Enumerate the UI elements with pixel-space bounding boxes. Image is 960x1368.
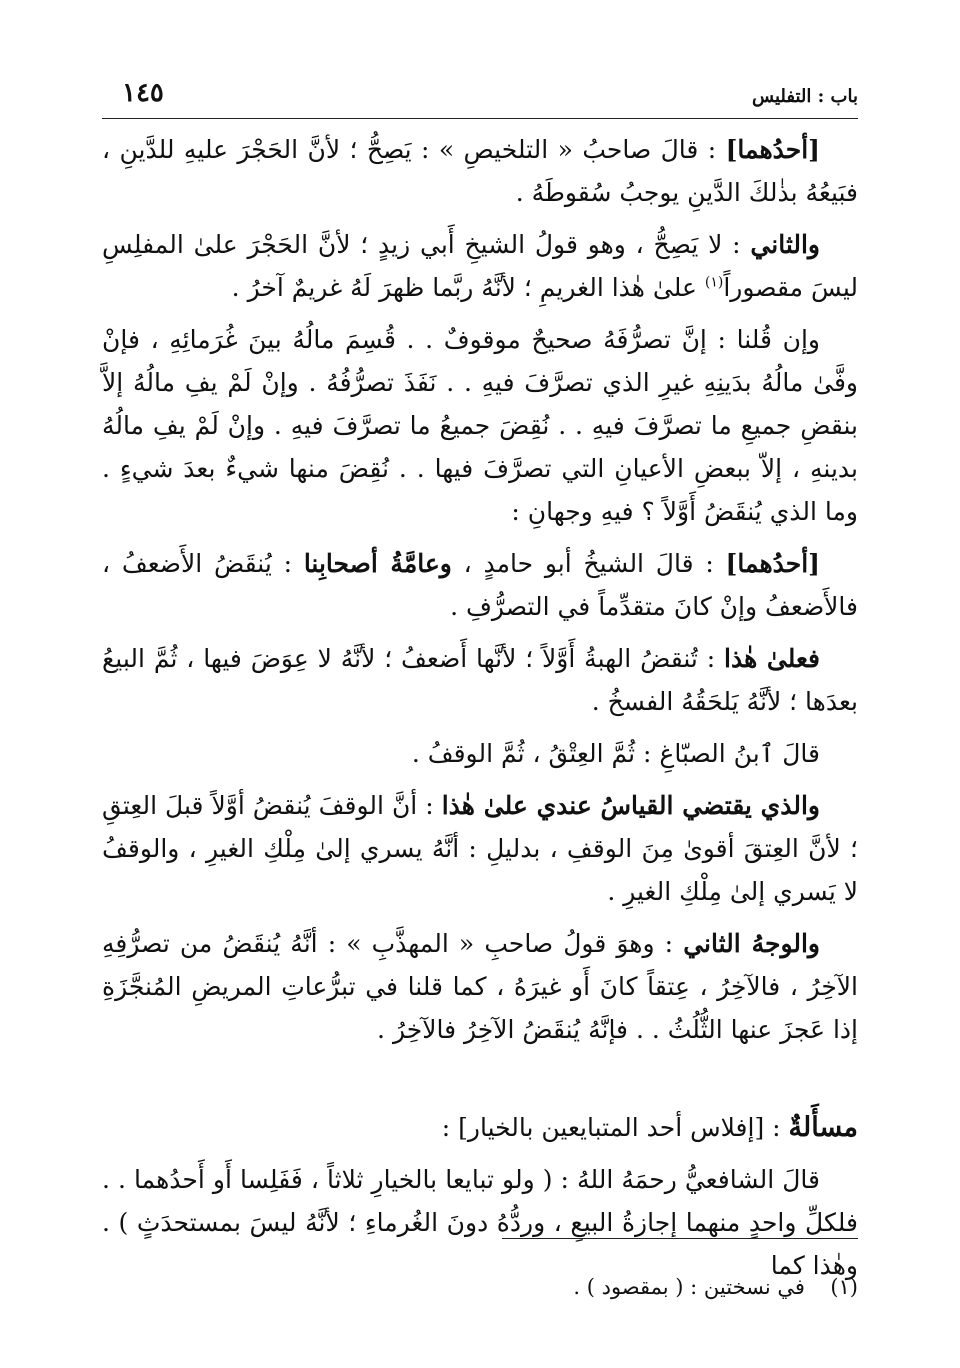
masala-title: : [إفلاس أحد المتبايعين بالخيار] :: [441, 1113, 789, 1142]
paragraph-text: : لا يَصِحُّ ، وهو قولُ الشيخِ أَبي زيدٍ ؛ لأنَّ الحَجْرَ علىٰ المفلِسِ ليسَ مقصوراً: [102, 230, 858, 302]
paragraph-lead: والوجهُ الثاني: [683, 929, 820, 958]
footnote-divider: [502, 1238, 858, 1239]
paragraph: [102, 223, 858, 309]
paragraph-text: : يُنقَضُ الأَضعفُ ، فالأَضعفُ وإنْ كانَ متقدِّماً في التصرُّفِ .: [102, 549, 858, 621]
paragraph: [102, 637, 858, 723]
paragraph-emphasis: وعامَّةُ أصحابِنا: [303, 549, 452, 578]
paragraph-text: : وهوَ قولُ صاحبِ « المهذَّبِ » : أنَّهُ يُنقَضُ من تصرُّفِهِ الآخِرُ ، فالآخِرُ ، عِتقاً كانَ أَو غيرَهُ ، كما قلنا في تبرُّعاتِ المريضِ المُنجَّزَةِ إذا عَجزَ عنها الثُّلُثُ . . فإنَّهُ يُنقَضُ الآخِرُ فالآخِرُ .: [102, 929, 858, 1044]
page-number: ١٤٥: [122, 78, 164, 108]
paragraph: [102, 732, 858, 775]
paragraph: [102, 922, 858, 1051]
masala-heading: [102, 1106, 858, 1149]
main-text: [102, 128, 858, 1296]
paragraph: [102, 318, 858, 533]
paragraph: [102, 784, 858, 913]
paragraph-text: علىٰ هٰذا الغريمِ ؛ لأنَّهُ ربَّما ظهرَ لَهُ غريمٌ آخرُ .: [231, 273, 705, 302]
footnote: [102, 1272, 858, 1302]
running-title: باب : التفليس: [752, 86, 858, 107]
paragraph-text: قالَ الشافعيُّ رحمَهُ اللهُ : ( ولو تبايعا بالخيارِ ثلاثاً ، فَفَلِسا أَو أَحدُهما . . فلكلِّ واحدٍ منهما إجازةُ البيعِ ، وردُّهُ دونَ الغُرماءِ ؛ لأنَّهُ ليسَ بمستحدَثٍ ) . وهٰذا كما: [102, 1165, 858, 1280]
paragraph-lead: والثاني: [750, 230, 820, 259]
paragraph-text: قالَ ٱبنُ الصبّاغِ : ثُمَّ العِتْقُ ، ثُمَّ الوقفُ .: [411, 739, 820, 768]
section-spacer: [102, 1060, 858, 1106]
footnote-text: في نسختين : ( بمقصود ) .: [573, 1275, 805, 1299]
page-header: [108, 78, 858, 112]
header-divider: [102, 118, 858, 119]
paragraph-text: : قالَ صاحبُ « التلخيصِ » : يَصِحُّ ؛ لأنَّ الحَجْرَ عليهِ للدَّينِ ، فبَيعُهُ بذٰلكَ الدَّينِ يوجبُ سُقوطَهُ .: [102, 135, 858, 207]
paragraph-text: : تُنقضُ الهبةُ أَوَّلاً ؛ لأنَّها أَضعفُ ؛ لأنَّهُ لا عِوَضَ فيها ، ثُمَّ البيعُ بعدَها ؛ لأنَّهُ يَلحَقُهُ الفسخُ .: [102, 644, 858, 716]
paragraph: [102, 1158, 858, 1287]
paragraph-lead: [أحدُهما]: [725, 549, 820, 578]
paragraph-text: وإن قُلنا : إنَّ تصرُّفَهُ صحيحٌ موقوفٌ . . قُسِمَ مالُهُ بينَ غُرَمائِهِ ، فإنْ وفَّىٰ مالُهُ بدَينِهِ غيرِ الذي تصرَّفَ فيهِ . . نَفَذَ تصرُّفُهُ . وإنْ لَمْ يفِ مالُهُ إلاَّ بنقضِ جميعِ ما تصرَّفَ فيهِ . . نُقِضَ جميعُ ما تصرَّفَ فيهِ . وإنْ لَمْ يفِ مالُهُ بدينهِ ، إلاّ ببعضِ الأعيانِ التي تصرَّفَ فيها . . نُقِضَ منها شيءٌ بعدَ شيءٍ . وما الذي يُنقَضُ أَوَّلاً ؟ فيهِ وجهانِ :: [102, 325, 858, 526]
paragraph: [102, 128, 858, 214]
paragraph: [102, 542, 858, 628]
footnote-marker: (١): [830, 1275, 858, 1299]
footnote-reference: (١): [704, 274, 724, 291]
masala-word: مسأَلةٌ: [788, 1112, 858, 1143]
paragraph-lead: والذي يقتضي القياسُ عندي علىٰ هٰذا: [441, 791, 820, 820]
paragraph-text: : أنَّ الوقفَ يُنقضُ أوَّلاً قبلَ العِتقِ ؛ لأنَّ العِتقَ أقوىٰ مِنَ الوقفِ ، بدليلِ : أنَّهُ يسري إلىٰ مِلْكِ الغيرِ ، والوقفُ لا يَسري إلىٰ مِلْكِ الغيرِ .: [102, 791, 858, 906]
paragraph-text: : قالَ الشيخُ أبو حامدٍ ،: [451, 549, 726, 578]
paragraph-lead: [أحدُهما]: [725, 135, 820, 164]
paragraph-lead: فعلىٰ هٰذا: [724, 644, 820, 673]
